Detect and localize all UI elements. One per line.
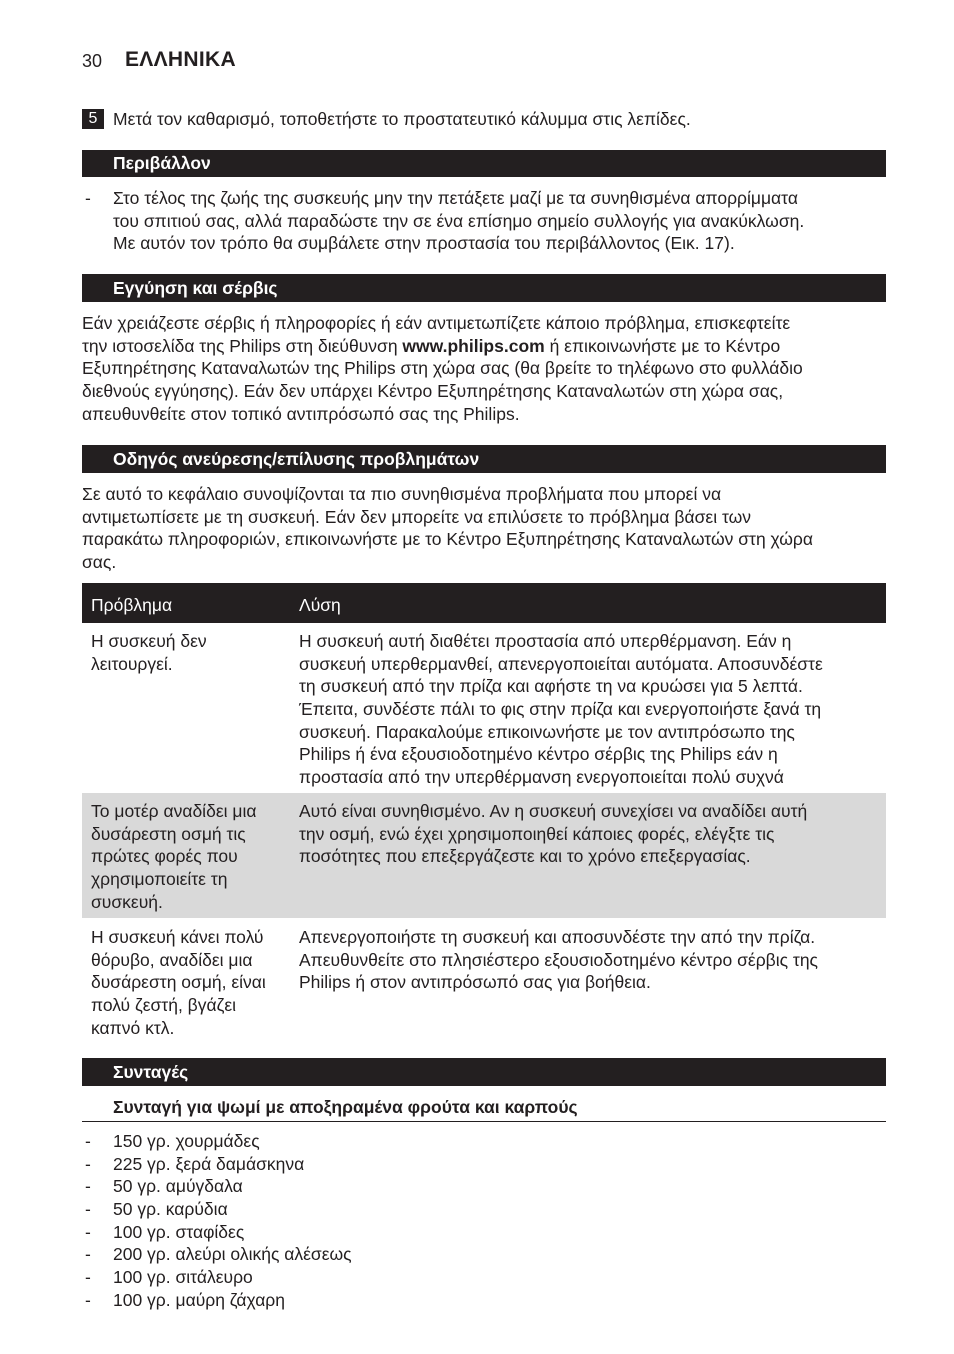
- section-bar-warranty: [82, 274, 886, 302]
- bullet-dash: -: [85, 1267, 91, 1288]
- cell-line: Αυτό είναι συνηθισμένο. Αν η συσκευή συνεχίσει να αναδίδει αυτή: [299, 801, 808, 821]
- section-title: Εγγύηση και σέρβις: [113, 278, 278, 298]
- column-header-problem: Πρόβλημα: [91, 595, 173, 615]
- warranty-line-text: την ιστοσελίδα της Philips στη διεύθυνση: [82, 335, 403, 356]
- environment-line: Στο τέλος της ζωής της συσκευής μην την πετάξετε μαζί με τα συνηθισμένα απορρίμματα: [113, 188, 798, 208]
- ingredient-text: 150 γρ. χουρμάδες: [113, 1131, 260, 1151]
- ingredient-text: 100 γρ. μαύρη ζάχαρη: [113, 1289, 285, 1310]
- problem-cell: [91, 630, 207, 675]
- ingredient-text: 100 γρ. σιτάλευρο: [113, 1267, 253, 1288]
- cell-line: δυσάρεστη οσμή, είναι: [91, 972, 266, 993]
- table-row: [82, 623, 886, 793]
- philips-website-link[interactable]: www.philips.com: [402, 335, 545, 356]
- warranty-line: Εξυπηρέτησης Καταναλωτών της Philips στη χώρα σας (θα βρείτε το τηλέφωνο στο φυλλάδιο: [82, 358, 803, 379]
- step-number-badge: 5: [82, 109, 104, 129]
- solution-cell: [299, 926, 818, 994]
- list-item: [85, 1243, 352, 1266]
- intro-line: Σε αυτό το κεφάλαιο συνοψίζονται τα πιο συνηθισμένα προβλήματα που μπορεί να: [82, 484, 722, 504]
- warranty-line: απευθυνθείτε στον τοπικό αντιπρόσωπό σας της Philips.: [82, 403, 520, 424]
- warranty-line: [82, 335, 803, 358]
- warranty-line: Εάν χρειάζεστε σέρβις ή πληροφορίες ή εάν αντιμετωπίζετε κάποιο πρόβλημα, επισκεφτείτε: [82, 313, 791, 333]
- list-item: [85, 1153, 352, 1176]
- step-text: Μετά τον καθαρισμό, τοποθετήστε το προστατευτικό κάλυμμα στις λεπίδες.: [113, 109, 691, 129]
- section-bar-recipes: [82, 1058, 886, 1086]
- environment-line: Με αυτόν τον τρόπο θα συμβάλετε στην προστασία του περιβάλλοντος (Εικ. 17).: [113, 233, 735, 254]
- intro-line: αντιμετωπίσετε με τη συσκευή. Εάν δεν μπορείτε να επιλύσετε το πρόβλημα βάσει των: [82, 506, 752, 527]
- bullet-dash: -: [85, 1131, 91, 1151]
- cell-line: Το μοτέρ αναδίδει μια: [91, 801, 257, 821]
- ingredient-text: 50 γρ. αμύγδαλα: [113, 1176, 243, 1197]
- ingredient-text: 50 γρ. καρύδια: [113, 1199, 228, 1220]
- ingredient-text: 100 γρ. σταφίδες: [113, 1221, 245, 1242]
- section-bar-troubleshooting: [82, 445, 886, 473]
- intro-line: παρακάτω πληροφοριών, επικοινωνήστε με το Κέντρο Εξυπηρέτησης Καταναλωτών στη χώρα: [82, 529, 813, 550]
- cell-line: Η συσκευή κάνει πολύ: [91, 927, 264, 947]
- cell-line: Philips ή ένα εξουσιοδοτημένο κέντρο σέρβις της Philips εάν η: [299, 744, 778, 765]
- environment-line: του σπιτιού σας, αλλά παραδώστε την σε ένα επίσημο σημείο συλλογής για ανακύκλωση.: [113, 210, 805, 231]
- warranty-line: διεθνούς εγγύησης). Εάν δεν υπάρχει Κέντρο Εξυπηρέτησης Καταναλωτών στη χώρα σας,: [82, 381, 784, 402]
- bullet-dash: -: [85, 1199, 91, 1220]
- column-header-solution: Λύση: [299, 595, 341, 615]
- cell-line: συσκευή. Παρακαλούμε επικοινωνήστε με τον αντιπρόσωπο της: [299, 721, 795, 742]
- cell-line: Η συσκευή δεν: [91, 631, 207, 651]
- cell-line: λειτουργεί.: [91, 653, 173, 674]
- cell-line: τη συσκευή από την πρίζα και αφήστε τη να κρυώσει για 5 λεπτά.: [299, 676, 803, 697]
- ingredient-text: 200 γρ. αλεύρι ολικής αλέσεως: [113, 1244, 352, 1265]
- table-row: [82, 793, 886, 918]
- section-title: Συνταγές: [113, 1062, 189, 1082]
- list-item: [85, 1221, 352, 1244]
- cell-line: θόρυβο, αναδίδει μια: [91, 949, 253, 970]
- list-item: [85, 1289, 352, 1312]
- list-item: [85, 1266, 352, 1289]
- troubleshooting-table: [82, 583, 886, 1045]
- cell-line: πολύ ζεστή, βγάζει: [91, 995, 237, 1016]
- cell-line: την οσμή, ενώ έχει χρησιμοποιηθεί κάποιες φορές, ελέγξτε τις: [299, 823, 775, 844]
- cell-line: χρησιμοποιείτε τη: [91, 869, 228, 890]
- solution-cell: [299, 630, 823, 789]
- list-item: [85, 1198, 352, 1221]
- troubleshooting-intro: [82, 483, 813, 574]
- language-heading: ΕΛΛΗΝΙΚΑ: [125, 48, 236, 71]
- list-item: [85, 1175, 352, 1198]
- problem-cell: [91, 800, 256, 913]
- section-title: Περιβάλλον: [113, 153, 211, 173]
- bullet-dash: -: [85, 1221, 91, 1242]
- table-row: [82, 918, 886, 1045]
- ingredient-list: [85, 1130, 352, 1312]
- environment-paragraph: [113, 187, 804, 255]
- cell-line: Απευθυνθείτε στο πλησιέστερο εξουσιοδοτημένο κέντρο σέρβις της: [299, 949, 818, 970]
- bullet-dash: -: [85, 1244, 91, 1265]
- recipe-subtitle: Συνταγή για ψωμί με αποξηραμένα φρούτα και καρπούς: [113, 1097, 578, 1117]
- problem-cell: [91, 926, 266, 1039]
- cell-line: δυσάρεστη οσμή τις: [91, 823, 246, 844]
- cell-line: πρώτες φορές που: [91, 846, 238, 867]
- table-header: [82, 583, 886, 623]
- cell-line: Η συσκευή αυτή διαθέτει προστασία από υπερθέρμανση. Εάν η: [299, 631, 792, 651]
- list-item: [85, 1130, 352, 1153]
- bullet-dash: -: [85, 1176, 91, 1197]
- warranty-paragraph: [82, 312, 803, 425]
- page-number: 30: [82, 51, 103, 71]
- subtitle-divider: [82, 1121, 886, 1122]
- bullet-dash: -: [85, 1153, 91, 1174]
- bullet-dash: -: [85, 188, 91, 208]
- cell-line: ποσότητες που επεξεργάζεστε και το χρόνο επεξεργασίας.: [299, 846, 751, 867]
- warranty-line-text: ή επικοινωνήστε με το Κέντρο: [544, 335, 781, 356]
- section-bar-environment: [82, 150, 886, 177]
- cell-line: συσκευή υπερθερμανθεί, απενεργοποιείται αυτόματα. Αποσυνδέστε: [299, 653, 823, 674]
- cell-line: Απενεργοποιήστε τη συσκευή και αποσυνδέστε την από την πρίζα.: [299, 927, 816, 947]
- cell-line: Philips ή στον αντιπρόσωπό σας για βοήθεια.: [299, 972, 651, 993]
- solution-cell: [299, 800, 807, 868]
- cell-line: προστασία από την υπερθέρμανση ενεργοποιείται πολύ συχνά: [299, 767, 784, 788]
- section-title: Οδηγός ανεύρεσης/επίλυσης προβλημάτων: [113, 449, 480, 469]
- cell-line: συσκευή.: [91, 891, 163, 912]
- cell-line: καπνό κτλ.: [91, 1017, 175, 1038]
- bullet-dash: -: [85, 1289, 91, 1310]
- cell-line: Έπειτα, συνδέστε πάλι το φις στην πρίζα και ενεργοποιήστε ξανά τη: [299, 699, 822, 720]
- intro-line: σας.: [82, 552, 117, 573]
- ingredient-text: 225 γρ. ξερά δαμάσκηνα: [113, 1153, 305, 1174]
